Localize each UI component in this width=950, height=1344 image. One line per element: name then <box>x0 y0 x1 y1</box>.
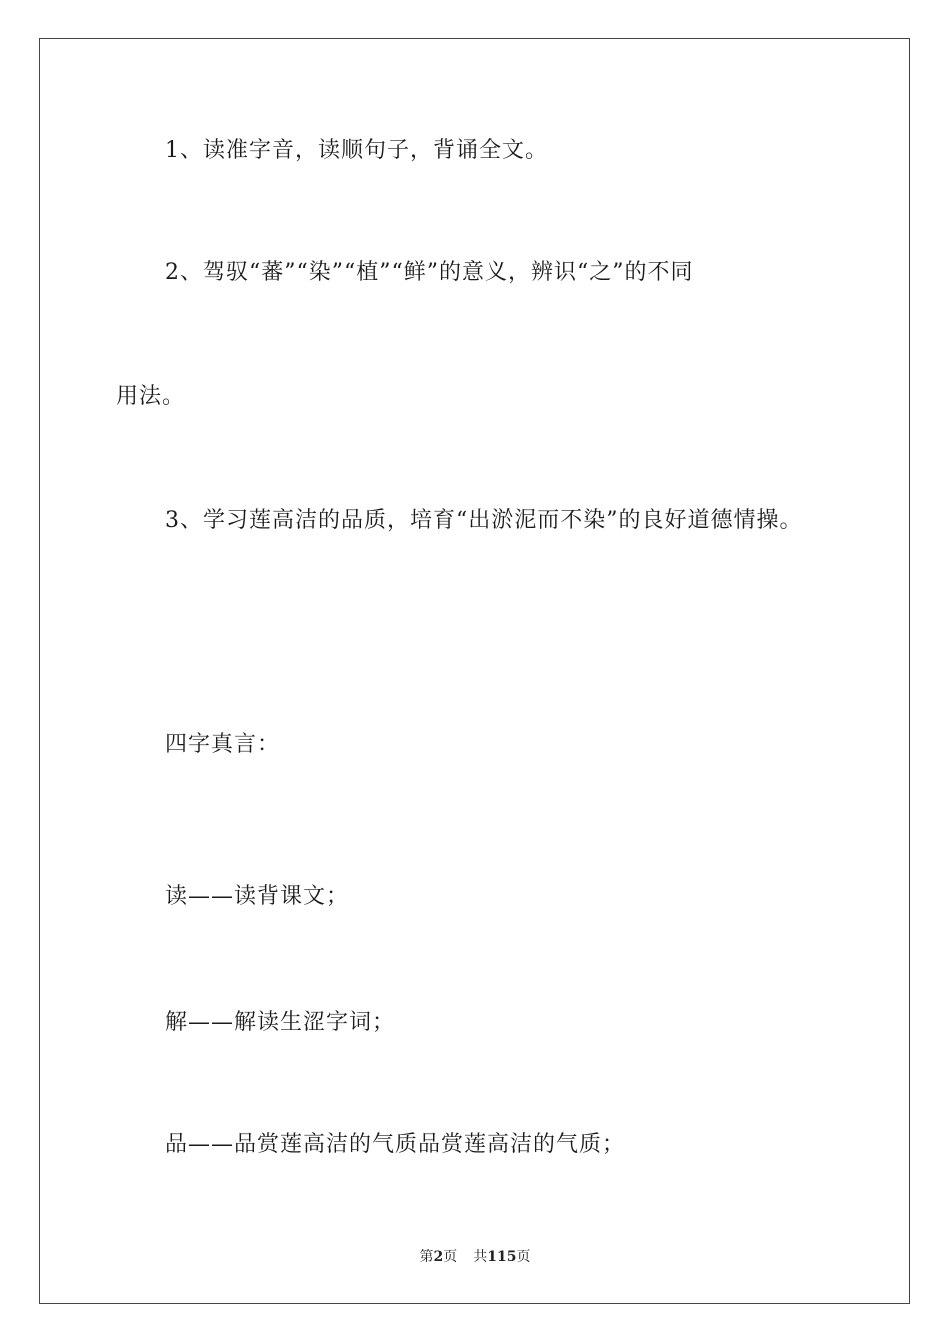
method-read: 读——读背课文； <box>165 884 350 909</box>
footer-page-prefix: 第 <box>419 1249 434 1265</box>
page-border <box>39 38 910 1304</box>
objective-2: 2、驾驭“蕃”“染”“植”“鲜”的意义，辨识“之”的不同 <box>165 260 694 285</box>
method-appreciate: 品——品赏莲高洁的气质品赏莲高洁的气质； <box>165 1132 626 1157</box>
objective-1: 1、读准字音，读顺句子，背诵全文。 <box>165 138 548 163</box>
footer-total-prefix: 共 <box>473 1249 488 1265</box>
footer-total-pages: 115 <box>487 1249 517 1265</box>
page-footer <box>0 1247 950 1267</box>
footer-total-suffix: 页 <box>516 1249 531 1265</box>
footer-page-number: 2 <box>433 1249 444 1265</box>
section-heading: 四字真言： <box>165 732 281 757</box>
objective-3: 3、学习莲高洁的品质，培育“出淤泥而不染”的良好道德情操。 <box>165 508 803 533</box>
objective-2-continued: 用法。 <box>116 384 186 409</box>
footer-page-suffix: 页 <box>443 1249 458 1265</box>
method-interpret: 解——解读生涩字词； <box>165 1010 396 1035</box>
